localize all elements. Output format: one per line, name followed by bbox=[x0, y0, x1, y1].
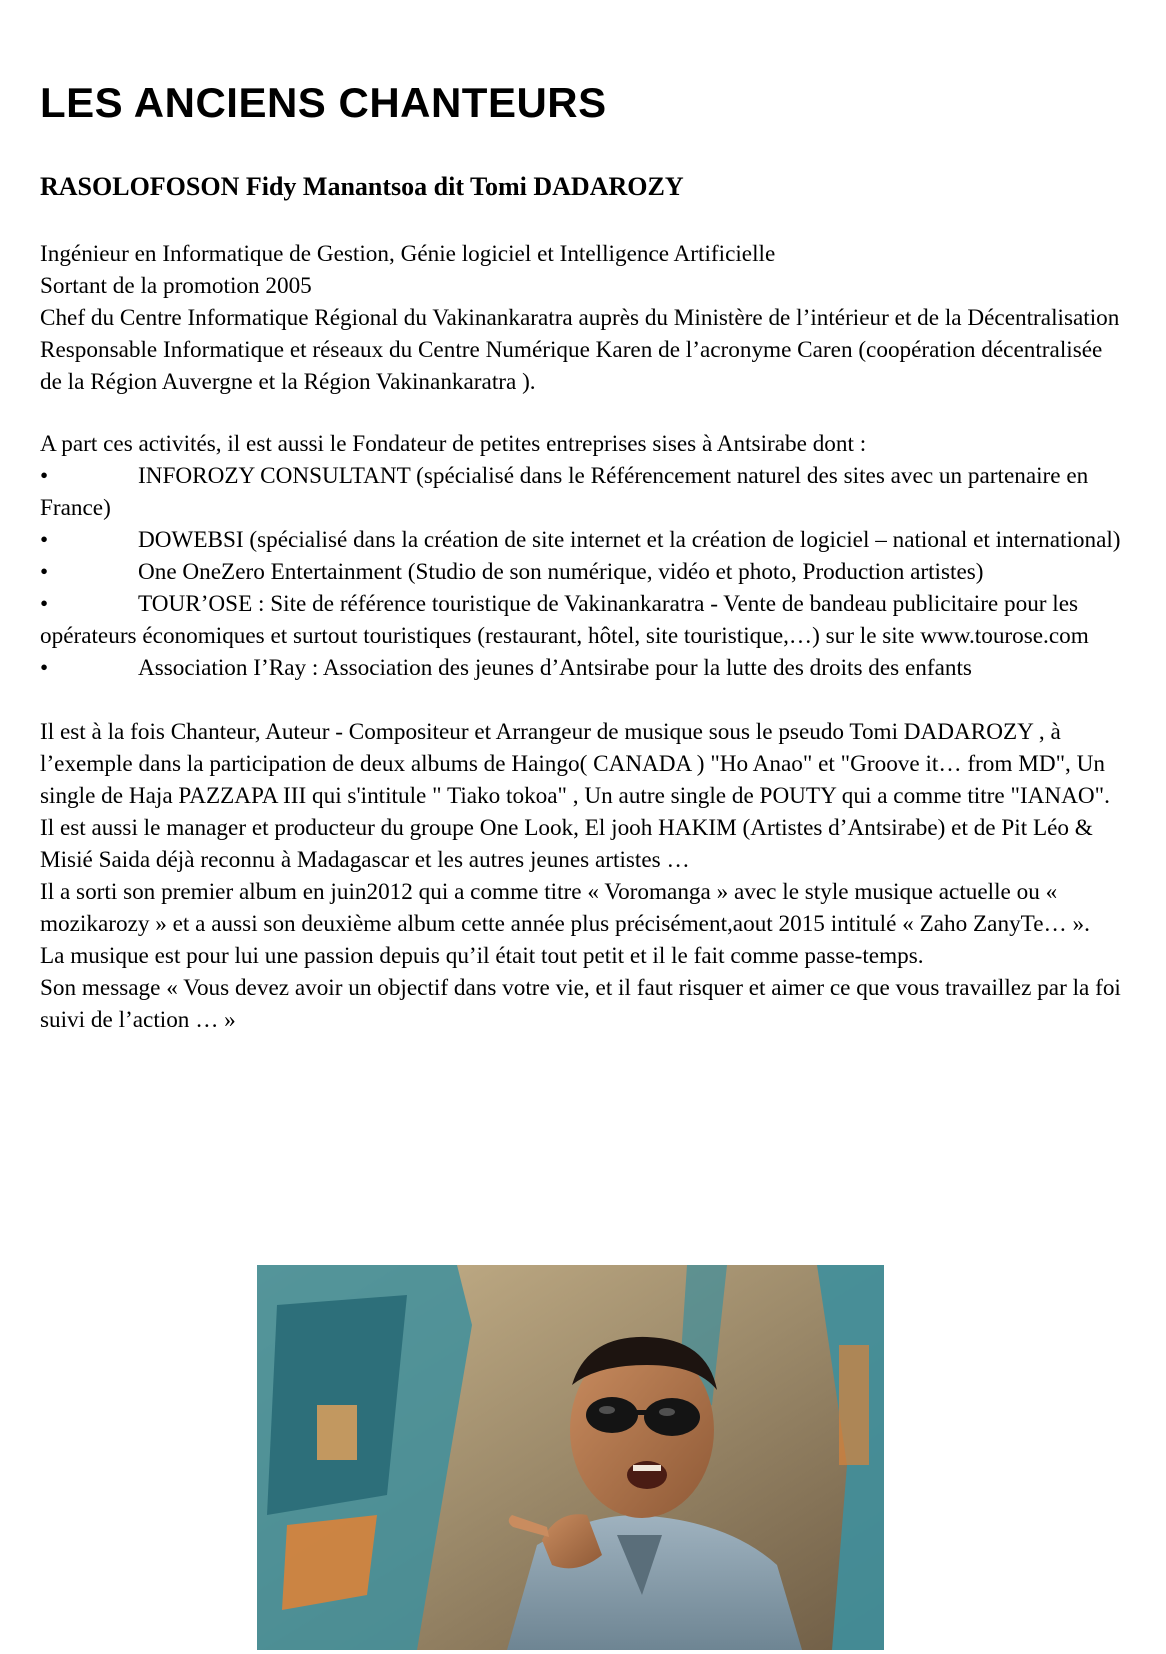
artist-photo bbox=[257, 1265, 884, 1650]
company-text: INFOROZY CONSULTANT (spécialisé dans le Référencement naturel des sites avec un partenaire en France) bbox=[40, 463, 1089, 521]
list-item bbox=[40, 460, 1125, 524]
career-block bbox=[40, 238, 1125, 398]
music-paragraph: Son message « Vous devez avoir un objectif dans votre vie, et il faut risquer et aimer ce que vous travaillez par la foi suivi de l’action … » bbox=[40, 975, 1121, 1033]
list-item bbox=[40, 556, 1125, 588]
company-text: One OneZero Entertainment (Studio de son numérique, vidéo et photo, Production artistes) bbox=[138, 559, 984, 585]
career-line: Responsable Informatique et réseaux du Centre Numérique Karen de l’acronyme Caren (coopération décentralisée de la Région Auvergne et la Région Vakinankaratra ). bbox=[40, 337, 1103, 395]
music-block bbox=[40, 716, 1125, 1036]
section-title: LES ANCIENS CHANTEURS bbox=[40, 79, 607, 126]
bullet: • bbox=[40, 527, 49, 553]
companies-list bbox=[40, 460, 1125, 684]
bullet: • bbox=[40, 591, 49, 617]
companies-intro: A part ces activités, il est aussi le Fondateur de petites entreprises sises à Antsirabe dont : bbox=[40, 431, 867, 457]
company-text: Association I’Ray : Association des jeunes d’Antsirabe pour la lutte des droits des enfants bbox=[138, 655, 972, 681]
list-item bbox=[40, 524, 1125, 556]
person-name: RASOLOFOSON Fidy Manantsoa dit Tomi DADAROZY bbox=[40, 172, 684, 201]
bullet: • bbox=[40, 559, 49, 585]
career-line: Chef du Centre Informatique Régional du Vakinankaratra auprès du Ministère de l’intérieur et de la Décentralisation bbox=[40, 305, 1120, 331]
artist-photo-illustration bbox=[257, 1265, 884, 1650]
list-item bbox=[40, 588, 1125, 652]
company-text: TOUR’OSE : Site de référence touristique de Vakinankaratra - Vente de bandeau publicitaire pour les opérateurs économiques et surtout touristiques (restaurant, hôtel, site touristique,…) sur le site www.tourose.com bbox=[40, 591, 1089, 649]
bullet: • bbox=[40, 463, 49, 489]
career-line: Ingénieur en Informatique de Gestion, Génie logiciel et Intelligence Artificielle bbox=[40, 241, 776, 267]
bullet: • bbox=[40, 655, 49, 681]
list-item bbox=[40, 652, 1125, 684]
music-paragraph: Il a sorti son premier album en juin2012 qui a comme titre « Voromanga » avec le style musique actuelle ou « mozikarozy » et a aussi son deuxième album cette année plus précisément,aout 2015 intitulé « Zaho ZanyTe… ». bbox=[40, 879, 1090, 937]
music-paragraph: La musique est pour lui une passion depuis qu’il était tout petit et il le fait comme passe-temps. bbox=[40, 943, 924, 969]
career-line: Sortant de la promotion 2005 bbox=[40, 273, 312, 299]
music-paragraph: Il est à la fois Chanteur, Auteur - Compositeur et Arrangeur de musique sous le pseudo Tomi DADAROZY , à l’exemple dans la participation de deux albums de Haingo( CANADA ) "Ho Anao" et "Groove it… from MD", Un single de Haja PAZZAPA III qui s'intitule " Tiako tokoa" , Un autre single de POUTY qui a comme titre "IANAO". Il est aussi le manager et producteur du groupe One Look, El jooh HAKIM (Artistes d’Antsirabe) et de Pit Léo & Misié Saida déjà reconnu à Madagascar et les autres jeunes artistes … bbox=[40, 719, 1110, 873]
document-page bbox=[40, 70, 1125, 1036]
companies-block bbox=[40, 428, 1125, 684]
company-text: DOWEBSI (spécialisé dans la création de site internet et la création de logiciel – national et international) bbox=[138, 527, 1121, 553]
